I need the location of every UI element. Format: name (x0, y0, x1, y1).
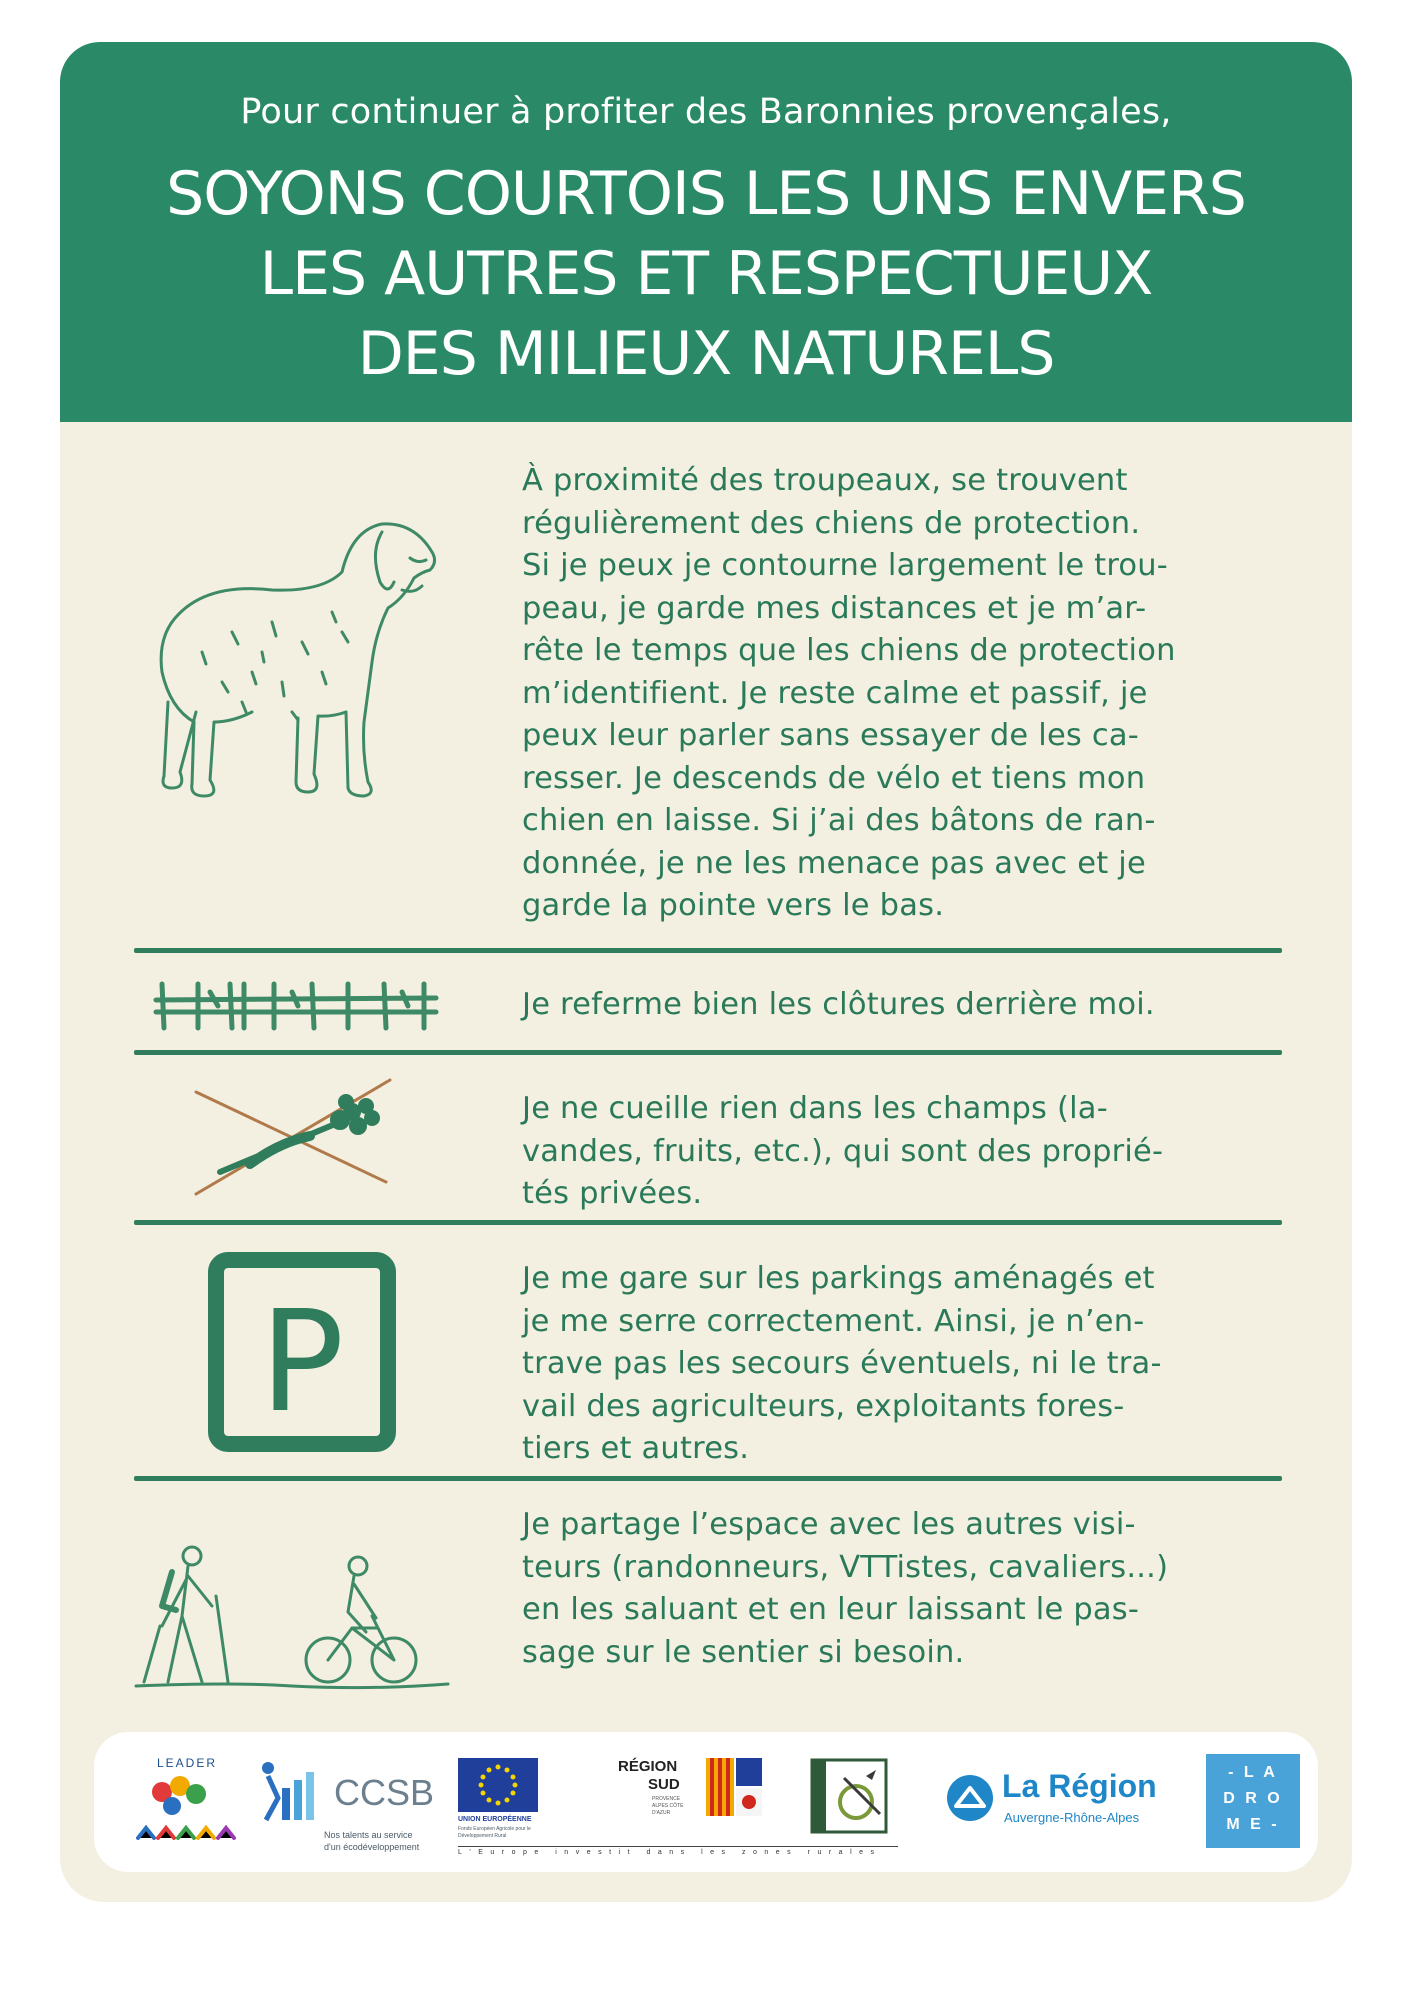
text-line: Je me gare sur les parkings aménagés et (522, 1261, 1155, 1296)
text-line: peux leur parler sans essayer de les ca- (522, 718, 1139, 753)
divider (134, 1220, 1282, 1225)
subtitle: Pour continuer à profiter des Baronnies provençales, (240, 92, 1172, 132)
text-line: trave pas les secours éventuels, ni le tra- (522, 1346, 1162, 1381)
ccsb-logo (254, 1758, 454, 1858)
text-line: tiers et autres. (522, 1431, 750, 1466)
fence-icon (152, 976, 442, 1036)
title-line-2: LES AUTRES ET RESPECTUEUX (259, 239, 1153, 309)
region-sud-logo (618, 1758, 768, 1838)
leader-logo (132, 1756, 242, 1856)
row-text-parking (522, 1258, 1282, 1471)
eu-tagline-rule (458, 1846, 898, 1847)
crossed-flower-icon (190, 1072, 400, 1202)
la-region-logo (946, 1768, 1186, 1848)
header-banner (60, 42, 1352, 422)
partner-logos-bar (94, 1732, 1318, 1872)
ccsb-figure-icon (254, 1758, 318, 1824)
text-line: m’identifient. Je reste calme et passif, je (522, 675, 1148, 711)
leader-figures-icon (132, 1770, 242, 1852)
leader-emblem-icon (810, 1758, 888, 1834)
eu-logo-text: UNION EUROPÉENNE (458, 1816, 532, 1823)
text-line: chien en laisse. Si j’ai des bâtons de ran- (522, 803, 1156, 838)
leader-emblem-logo (810, 1758, 890, 1838)
text-line: teurs (randonneurs, VTTistes, cavaliers...) (522, 1549, 1169, 1585)
ccsb-tagline: d'un écodéveloppement (324, 1842, 420, 1852)
la-region-text: La Région (1002, 1768, 1157, 1804)
text-line: peau, je garde mes distances et je m’ar- (522, 590, 1147, 626)
eu-tagline: L'Europe investit dans les zones rurales (458, 1849, 882, 1856)
drome-text-line: D R O (1223, 1790, 1283, 1807)
ccsb-logo-text: CCSB (334, 1772, 435, 1813)
text-line: Je partage l’espace avec les autres visi- (522, 1507, 1136, 1542)
la-region-emblem-icon (946, 1774, 994, 1822)
eu-flag-icon (458, 1758, 538, 1812)
text-line: donnée, je ne les menace pas avec et je (522, 845, 1146, 881)
parking-letter: P (259, 1281, 345, 1444)
text-line: À proximité des troupeaux, se trouvent (522, 463, 1128, 498)
row-text-picking (522, 1088, 1282, 1216)
drome-text-line: M E - (1226, 1816, 1280, 1833)
region-sud-text: RÉGION (618, 1758, 678, 1775)
text-line: sage sur le sentier si besoin. (522, 1634, 965, 1670)
text-line: Je ne cueille rien dans les champs (la- (522, 1091, 1108, 1126)
text-line: en les saluant et en leur laissant le pas- (522, 1592, 1140, 1627)
la-region-sub: Auvergne-Rhône-Alpes (1004, 1810, 1140, 1825)
text-line: Je referme bien les clôtures derrière moi. (522, 987, 1155, 1022)
ccsb-tagline: Nos talents au service (324, 1830, 413, 1840)
title-line-1: SOYONS COURTOIS LES UNS ENVERS (166, 159, 1246, 229)
region-sud-emblem-icon (706, 1758, 762, 1816)
text-line: je me serre correctement. Ainsi, je n’en- (522, 1303, 1145, 1339)
text-line: Si je peux je contourne largement le trou- (522, 548, 1169, 583)
la-drome-logo (1206, 1754, 1300, 1848)
dog-icon (132, 512, 452, 812)
divider (134, 948, 1282, 953)
row-text-dogs (522, 460, 1282, 928)
row-text-fences (522, 984, 1282, 1027)
hiker-cyclist-icon (132, 1536, 452, 1706)
text-line: garde la pointe vers le bas. (522, 888, 945, 923)
eu-fund-text: Fonds Européen Agricole pour le Développement Rural (458, 1826, 531, 1839)
region-sud-sub: PROVENCE ALPES CÔTE D'AZUR (652, 1796, 684, 1816)
text-line: régulièrement des chiens de protection. (522, 505, 1141, 541)
text-line: resser. Je descends de vélo et tiens mon (522, 760, 1146, 796)
title-line-3: DES MILIEUX NATURELS (357, 319, 1055, 389)
title (60, 154, 1352, 394)
row-text-sharing (522, 1504, 1282, 1674)
leader-logo-text: LEADER (156, 1756, 218, 1770)
text-line: tés privées. (522, 1176, 703, 1211)
drome-text-line: - L A (1228, 1764, 1278, 1781)
text-line: vail des agriculteurs, exploitants fores- (522, 1388, 1125, 1424)
divider (134, 1050, 1282, 1055)
eu-logo (458, 1758, 908, 1858)
region-sud-text: SUD (648, 1776, 680, 1793)
text-line: vandes, fruits, etc.), qui sont des proprié- (522, 1133, 1164, 1169)
poster-card (60, 42, 1352, 1902)
text-line: rête le temps que les chiens de protection (522, 633, 1176, 668)
divider (134, 1476, 1282, 1481)
parking-icon (208, 1252, 398, 1452)
